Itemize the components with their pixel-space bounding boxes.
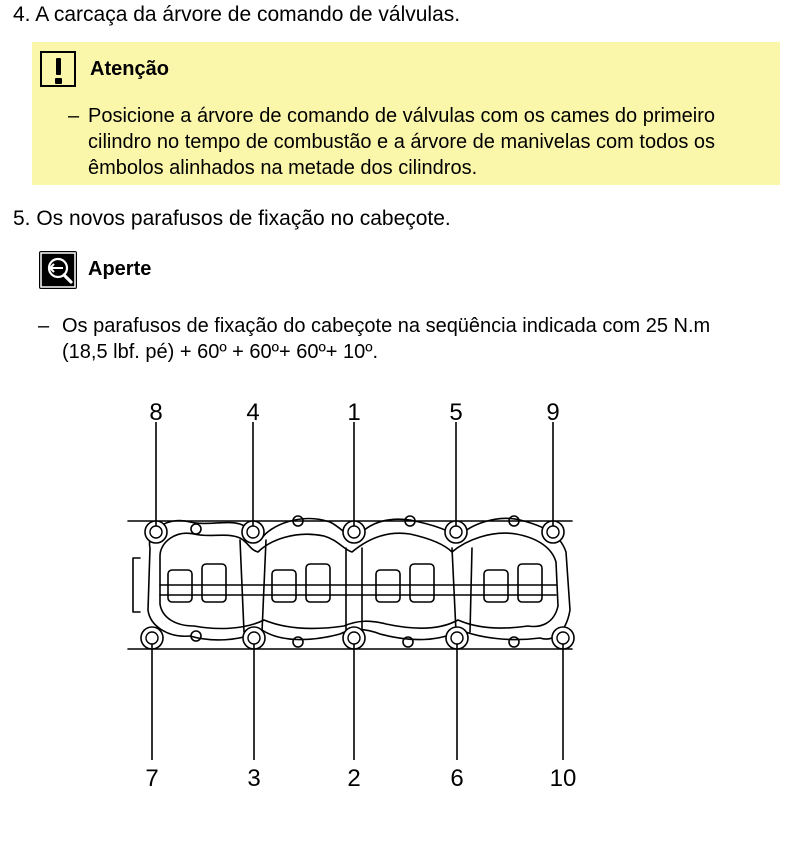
bolt-label-1: 1 (347, 399, 361, 426)
attention-heading: Atenção (90, 58, 169, 80)
attention-box (32, 42, 780, 185)
torque-line-2: (18,5 lbf. pé) + 60º + 60º+ 60º+ 10º. (62, 341, 379, 363)
bolt-label-8: 8 (149, 399, 163, 426)
torque-heading: Aperte (88, 258, 152, 280)
bolt-label-5: 5 (449, 399, 463, 426)
cylinder-head-bolt-sequence-diagram (0, 380, 802, 820)
bolt-label-6: 6 (450, 765, 464, 792)
bolt-label-7: 7 (145, 765, 159, 792)
bullet-dash: – (38, 315, 50, 337)
bolt-label-10: 10 (549, 765, 577, 792)
bolt-label-3: 3 (247, 765, 261, 792)
torque-bullet (38, 313, 798, 365)
bolt-label-2: 2 (347, 765, 361, 792)
step-5-title: 5. Os novos parafusos de fixação no cabeçote. (13, 207, 451, 230)
bolt-label-4: 4 (246, 399, 260, 426)
exclamation-icon (40, 51, 76, 87)
torque-line-1: Os parafusos de fixação do cabeçote na seqüência indicada com 25 N.m (62, 315, 711, 337)
torque-wrench-icon (39, 251, 77, 289)
attention-bullet (68, 103, 768, 181)
bullet-dash: – (68, 105, 80, 127)
step-4-title: 4. A carcaça da árvore de comando de válvulas. (13, 3, 461, 26)
bolt-label-9: 9 (546, 399, 560, 426)
attention-bullet-text: Posicione a árvore de comando de válvulas com os cames do primeiro cilindro no tempo de combustão e a árvore de manivelas com todos os êmbolos alinhados na metade dos cilindros. (88, 105, 716, 179)
